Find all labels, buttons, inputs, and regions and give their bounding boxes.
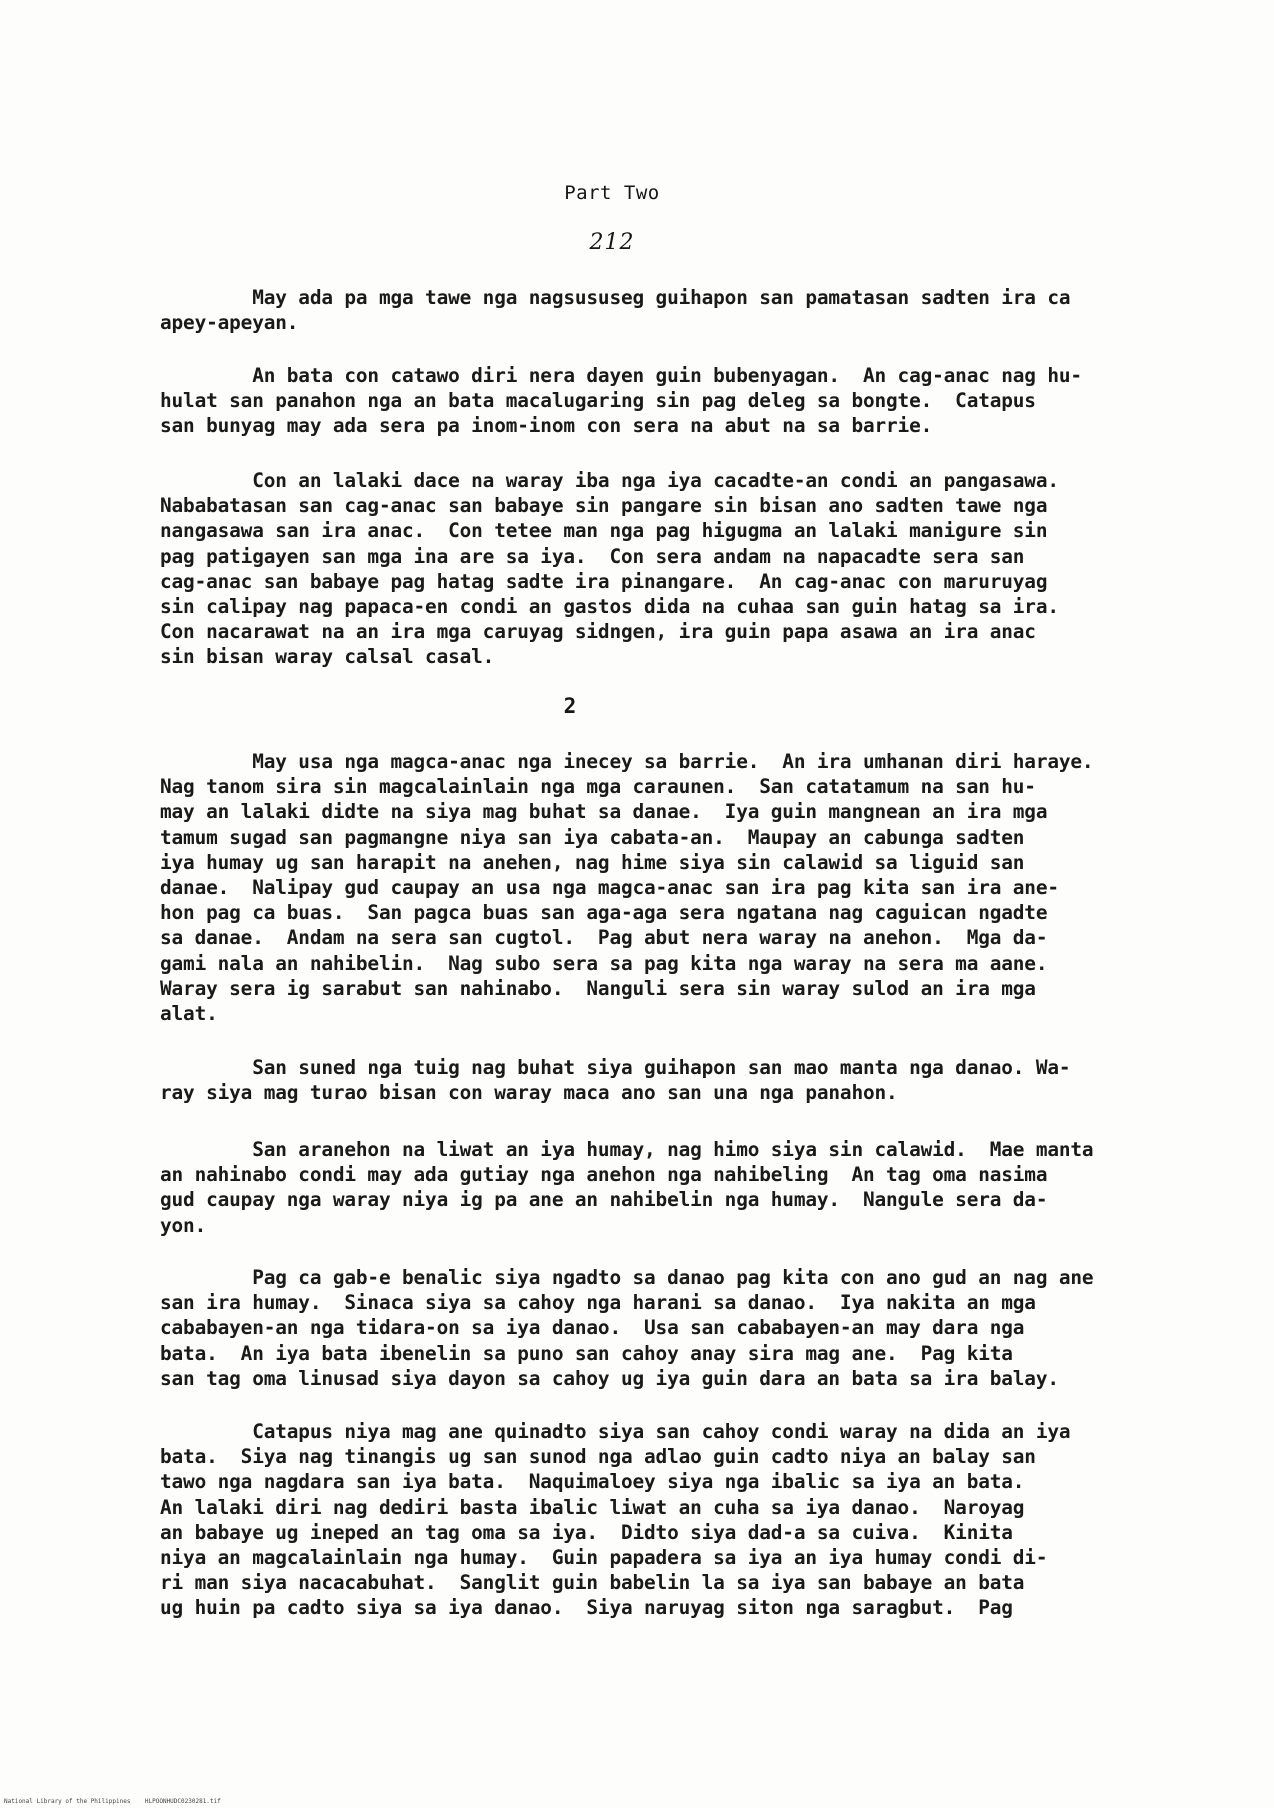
text-line: sa danae. Andam na sera san cugtol. Pag abut nera waray na anehon. Mga da- (160, 926, 1048, 950)
part-title: Part Two (564, 182, 660, 204)
text-line: san tag oma linusad siya dayon sa cahoy ug iya guin dara an bata sa ira balay. (160, 1366, 1059, 1390)
text-line: San aranehon na liwat an iya humay, nag himo siya sin calawid. Mae manta (160, 1138, 1094, 1161)
text-line: bata. Siya nag tinangis ug san sunod nga adlao guin cadto niya an balay san (160, 1445, 1036, 1469)
text-line: tawo nga nagdara san iya bata. Naquimaloey siya nga ibalic sa iya an bata. (160, 1470, 1025, 1494)
text-line: hulat san panahon nga an bata macalugaring sin pag deleg sa bongte. Catapus (160, 389, 1036, 413)
text-line: Catapus niya mag ane quinadto siya san cahoy condi waray na dida an iya (160, 1420, 1071, 1443)
text-line: san bunyag may ada sera pa inom-inom con sera na abut na sa barrie. (160, 414, 933, 438)
text-line: gud caupay nga waray niya ig pa ane an nahibelin nga humay. Nangule sera da- (160, 1188, 1048, 1212)
text-line: danae. Nalipay gud caupay an usa nga magca-anac san ira pag kita san ira ane- (160, 876, 1059, 900)
text-line: Waray sera ig sarabut san nahinabo. Nanguli sera sin waray sulod an ira mga (160, 976, 1036, 1000)
text-line: May ada pa mga tawe nga nagsususeg guihapon san pamatasan sadten ira ca (160, 286, 1071, 309)
text-line: cag-anac san babaye pag hatag sadte ira pinangare. An cag-anac con maruruyag (160, 569, 1048, 593)
text-line: pag patigayen san mga ina are sa iya. Con sera andam na napacadte sera san (160, 544, 1025, 568)
footer-text (4, 1798, 221, 1805)
paragraph (160, 1055, 1180, 1105)
text-line: ri man siya nacacabuhat. Sanglit guin babelin la sa iya san babaye an bata (160, 1571, 1025, 1595)
text-line: nangasawa san ira anac. Con tetee man nga pag higugma an lalaki manigure sin (160, 519, 1048, 543)
text-line: gami nala an nahibelin. Nag subo sera sa pag kita nga waray na sera ma aane. (160, 951, 1048, 975)
text-line: Con an lalaki dace na waray iba nga iya cacadte-an condi an pangasawa. (160, 469, 1059, 492)
page-number: 212 (589, 230, 635, 255)
text-line: May usa nga magca-anac nga inecey sa barrie. An ira umhanan diri haraye. (160, 750, 1094, 773)
text-line: an babaye ug ineped an tag oma sa iya. Didto siya dad-a sa cuiva. Kinita (160, 1520, 1013, 1544)
paragraph (160, 1265, 1180, 1391)
text-line: san ira humay. Sinaca siya sa cahoy nga harani sa danao. Iya nakita an mga (160, 1291, 1036, 1315)
section-marker: 2 (563, 694, 577, 718)
text-line: Pag ca gab-e benalic siya ngadto sa danao pag kita con ano gud an nag ane (160, 1266, 1094, 1289)
text-line: Nababatasan san cag-anac san babaye sin pangare sin bisan ano sadten tawe nga (160, 494, 1048, 518)
text-line: may an lalaki didte na siya mag buhat sa danae. Iya guin mangnean an ira mga (160, 800, 1048, 824)
text-line: San suned nga tuig nag buhat siya guihapon san mao manta nga danao. Wa- (160, 1056, 1071, 1079)
text-line: sin calipay nag papaca-en condi an gastos dida na cuhaa san guin hatag sa ira. (160, 595, 1059, 619)
footer-file-id: HLPOONHUDC0230281.tif (144, 1798, 221, 1805)
text-line: Nag tanom sira sin magcalainlain nga mga caraunen. San catatamum na san hu- (160, 775, 1036, 799)
text-line: ray siya mag turao bisan con waray maca ano san una nga panahon. (160, 1081, 898, 1105)
text-line: an nahinabo condi may ada gutiay nga anehon nga nahibeling An tag oma nasima (160, 1163, 1048, 1187)
text-line: hon pag ca buas. San pagca buas san aga-aga sera ngatana nag caguican ngadte (160, 901, 1048, 925)
text-line: iya humay ug san harapit na anehen, nag hime siya sin calawid sa liguid san (160, 850, 1025, 874)
paragraph (160, 468, 1180, 670)
text-line: tamum sugad san pagmangne niya san iya cabata-an. Maupay an cabunga sadten (160, 825, 1025, 849)
paragraph (160, 1419, 1180, 1621)
text-line: cababayen-an nga tidara-on sa iya danao. Usa san cababayen-an may dara nga (160, 1316, 1025, 1340)
paragraph (160, 749, 1180, 1026)
footer-library: National Library of the Philippines (4, 1798, 131, 1805)
text-line: sin bisan waray calsal casal. (160, 645, 495, 669)
paragraph (160, 285, 1180, 335)
text-line: bata. An iya bata ibenelin sa puno san cahoy anay sira mag ane. Pag kita (160, 1341, 1013, 1365)
text-line: niya an magcalainlain nga humay. Guin papadera sa iya an iya humay condi di- (160, 1546, 1048, 1570)
paragraph (160, 1137, 1180, 1238)
text-line: yon. (160, 1213, 207, 1237)
text-line: alat. (160, 1002, 218, 1026)
text-line: ug huin pa cadto siya sa iya danao. Siya naruyag siton nga saragbut. Pag (160, 1596, 1013, 1620)
text-line: An bata con catawo diri nera dayen guin bubenyagan. An cag-anac nag hu- (160, 364, 1082, 387)
text-line: Con nacarawat na an ira mga caruyag sidngen, ira guin papa asawa an ira anac (160, 620, 1036, 644)
text-line: apey-apeyan. (160, 311, 299, 335)
text-line: An lalaki diri nag dediri basta ibalic liwat an cuha sa iya danao. Naroyag (160, 1495, 1025, 1519)
paragraph (160, 363, 1180, 439)
